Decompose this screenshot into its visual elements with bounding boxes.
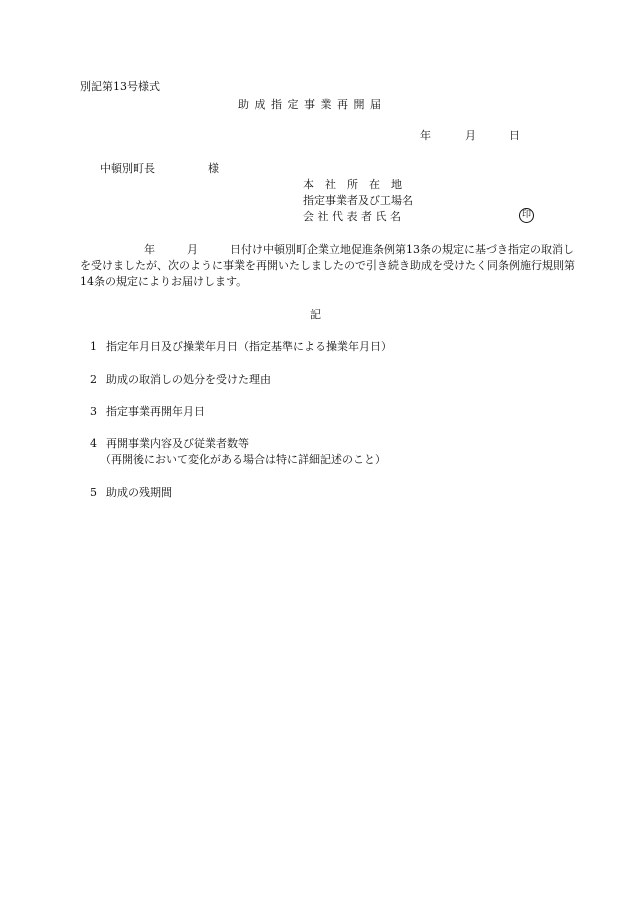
business-label: 指定事業者及び工場名 bbox=[303, 194, 413, 207]
body-paragraph bbox=[80, 242, 580, 290]
honorific: 様 bbox=[208, 162, 219, 175]
body-text: 日付け中頓別町企業立地促進条例第13条の規定に基づき指定の取消しを受けましたが、次のように事業を再開いたしましたので引き続き助成を受けたく同条例施行規則第14条の規定によりお届けします。 bbox=[80, 243, 575, 288]
item-number: 4 bbox=[90, 437, 97, 450]
list-item bbox=[90, 486, 172, 500]
form-number: 別記第13号様式 bbox=[80, 80, 160, 93]
item-text: 助成の残期間 bbox=[106, 486, 172, 499]
address-label: 本 社 所 在 地 bbox=[303, 178, 402, 191]
body-month: 月 bbox=[187, 243, 198, 256]
item-text: 指定年月日及び操業年月日（指定基準による操業年月日） bbox=[106, 340, 392, 353]
item-text: 助成の取消しの処分を受けた理由 bbox=[106, 373, 271, 386]
representative-label: 会 社 代 表 者 氏 名 bbox=[303, 210, 401, 223]
date-month: 月 bbox=[465, 129, 476, 142]
date-year: 年 bbox=[420, 129, 431, 142]
document-title: 助 成 指 定 事 業 再 開 届 bbox=[238, 98, 382, 111]
item-number: 1 bbox=[90, 340, 97, 353]
item-number: 3 bbox=[90, 405, 97, 418]
date-day: 日 bbox=[509, 129, 520, 142]
item-number: 2 bbox=[90, 373, 97, 386]
recipient: 中頓別町長 bbox=[100, 162, 155, 175]
seal-icon: 印 bbox=[519, 208, 534, 223]
ki-heading: 記 bbox=[310, 308, 321, 321]
item-text: 再開事業内容及び従業者数等 bbox=[106, 437, 249, 450]
list-item bbox=[90, 405, 205, 419]
item-number: 5 bbox=[90, 486, 97, 499]
item-note: （再開後において変化がある場合は特に詳細記述のこと） bbox=[100, 453, 386, 466]
list-item bbox=[90, 373, 271, 387]
body-year: 年 bbox=[144, 243, 155, 256]
list-item bbox=[90, 437, 249, 451]
list-item bbox=[90, 340, 392, 354]
item-text: 指定事業再開年月日 bbox=[106, 405, 205, 418]
